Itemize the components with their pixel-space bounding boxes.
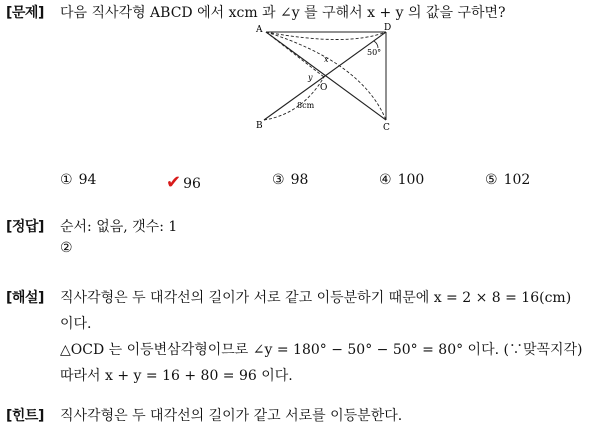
choice-value: 94: [78, 172, 97, 188]
choice-number: ①: [60, 172, 73, 188]
label-b: B: [256, 121, 263, 131]
label-d: D: [384, 23, 392, 33]
answer-tag: [정답]: [6, 219, 44, 235]
choice-value: 98: [290, 172, 309, 188]
angle-label: 50°: [367, 48, 382, 57]
length-label: 8cm: [297, 101, 315, 110]
choice-3[interactable]: [272, 172, 308, 188]
explanation-line-2: 이다.: [60, 316, 92, 332]
choice-value: 100: [397, 172, 425, 188]
answer-value: ②: [60, 240, 73, 256]
choice-number: ④: [379, 172, 392, 188]
choice-1[interactable]: [60, 172, 96, 188]
choice-value: 102: [503, 172, 531, 188]
question-text: 다음 직사각형 ABCD 에서 xcm 과 ∠y 를 구해서 x + y 의 값을 구하면?: [60, 5, 506, 21]
choice-4[interactable]: [379, 172, 424, 188]
choice-number: ③: [272, 172, 285, 188]
problem-tag: [문제]: [6, 5, 44, 21]
explanation-line-4: 따라서 x + y = 16 + 80 = 96 이다.: [60, 368, 293, 384]
dashed-arc-x: [266, 32, 386, 40]
label-a: A: [256, 25, 263, 35]
label-x: x: [324, 55, 329, 64]
choice-2[interactable]: [166, 172, 201, 193]
label-y: y: [308, 73, 313, 82]
label-o: O: [320, 83, 328, 93]
rectangle-figure: [252, 22, 402, 132]
choice-value: 96: [183, 176, 201, 192]
angle-mark-d: [374, 41, 378, 48]
answer-order: 순서: 없음, 갯수: 1: [60, 219, 178, 235]
explanation-line-3: △OCD 는 이등변삼각형이므로 ∠y = 180° − 50° − 50° = 80° 이다. (∵맞꼭지각): [60, 342, 583, 358]
choice-number: ⑤: [485, 172, 498, 188]
choice-5[interactable]: [485, 172, 530, 188]
dashed-line-ao: [266, 32, 324, 77]
label-c: C: [383, 123, 390, 132]
hint-text: 직사각형은 두 대각선의 길이가 같고 서로를 이등분한다.: [60, 408, 403, 424]
check-icon: ✔: [166, 172, 182, 193]
explanation-tag: [해설]: [6, 290, 44, 306]
explanation-line-1: 직사각형은 두 대각선의 길이가 서로 같고 이등분하기 때문에 x = 2 × 8 = 16(cm): [60, 290, 572, 306]
hint-tag: [힌트]: [6, 408, 44, 424]
